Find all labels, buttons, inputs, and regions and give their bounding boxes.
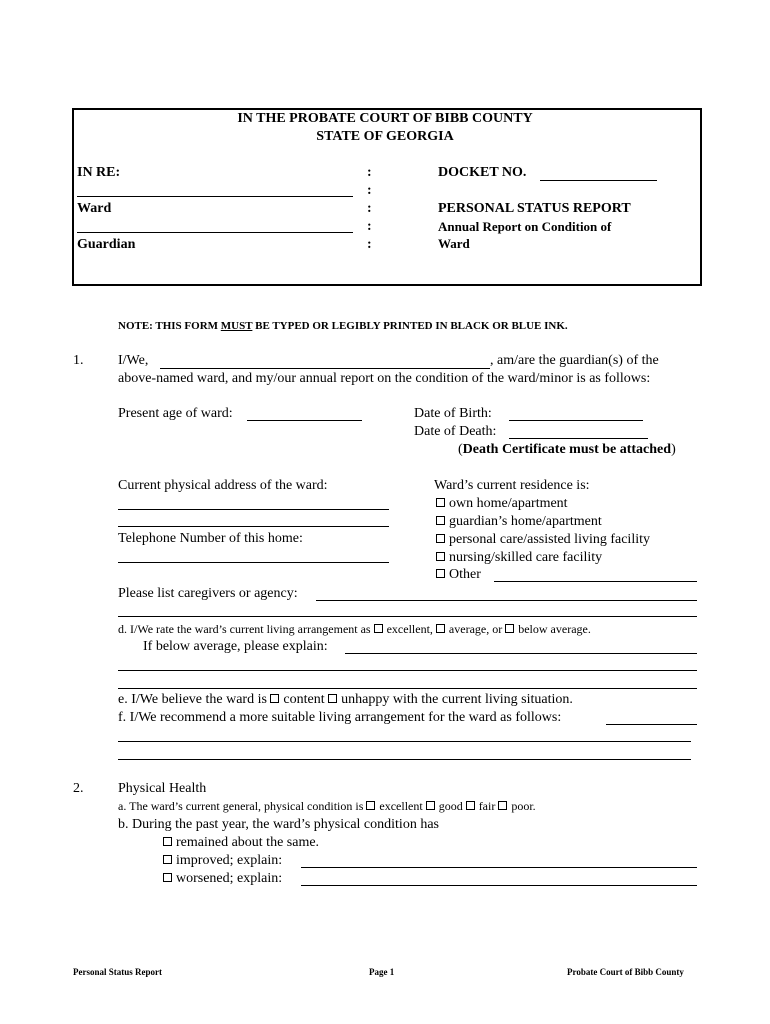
recommend-label: f. I/We recommend a more suitable living arrangement for the ward as follows:: [118, 710, 562, 725]
worsened-explain-field[interactable]: [301, 885, 697, 886]
residence-option-guardian-home[interactable]: guardian’s home/apartment: [436, 514, 602, 530]
caption-colon: :: [367, 219, 372, 234]
residence-other-field[interactable]: [494, 581, 697, 582]
address-label: Current physical address of the ward:: [118, 478, 328, 493]
explain-label: If below average, please explain:: [143, 639, 328, 654]
explain-field-2[interactable]: [118, 670, 697, 671]
checkbox-icon[interactable]: [374, 624, 383, 633]
address-field-1[interactable]: [118, 509, 389, 510]
physical-condition-rating: a. The ward’s current general, physical condition is excellent good fair poor.: [118, 799, 536, 813]
death-certificate-note: (Death Certificate must be attached): [458, 442, 676, 457]
checkbox-icon[interactable]: [436, 569, 445, 578]
dob-label: Date of Birth:: [414, 406, 492, 421]
state-title: STATE OF GEORGIA: [316, 129, 454, 144]
caption-colon: :: [367, 165, 372, 180]
explain-field-3[interactable]: [118, 688, 697, 689]
residence-option-nursing[interactable]: nursing/skilled care facility: [436, 550, 602, 566]
present-age-label: Present age of ward:: [118, 406, 233, 421]
option-worsened[interactable]: worsened; explain:: [163, 871, 282, 887]
dob-field[interactable]: [509, 420, 643, 421]
checkbox-icon[interactable]: [436, 552, 445, 561]
residence-option-other[interactable]: Other: [436, 567, 481, 583]
checkbox-icon[interactable]: [466, 801, 475, 810]
checkbox-icon[interactable]: [505, 624, 514, 633]
guardians-of-text: , am/are the guardian(s) of the: [490, 353, 659, 368]
court-title: IN THE PROBATE COURT OF BIBB COUNTY: [237, 111, 533, 126]
recommend-field-2[interactable]: [118, 741, 691, 742]
residence-option-own-home[interactable]: own home/apartment: [436, 496, 568, 512]
caption-colon: :: [367, 237, 372, 252]
checkbox-icon[interactable]: [328, 694, 337, 703]
page-number: Page 1: [369, 967, 395, 977]
checkbox-icon[interactable]: [436, 516, 445, 525]
ward-contentment: e. I/We believe the ward is content unhappy with the current living situation.: [118, 692, 573, 707]
report-intro-text: above-named ward, and my/our annual report on the condition of the ward/minor is as follows:: [118, 371, 651, 386]
guardian-name-field[interactable]: [77, 232, 353, 233]
checkbox-icon[interactable]: [436, 498, 445, 507]
recommend-field-1[interactable]: [606, 724, 697, 725]
telephone-label: Telephone Number of this home:: [118, 531, 303, 546]
in-re-label: IN RE:: [77, 165, 121, 180]
checkbox-icon[interactable]: [498, 801, 507, 810]
caption-colon: :: [367, 201, 372, 216]
option-improved[interactable]: improved; explain:: [163, 853, 282, 869]
report-title: PERSONAL STATUS REPORT: [438, 201, 631, 216]
checkbox-icon[interactable]: [163, 837, 172, 846]
living-arrangement-rating: d. I/We rate the ward’s current living arrangement as excellent, average, or below average.: [118, 622, 591, 636]
docket-label: DOCKET NO.: [438, 165, 527, 180]
recommend-field-3[interactable]: [118, 759, 691, 760]
guardian-names-field[interactable]: [160, 368, 490, 369]
iwe-label: I/We,: [118, 353, 149, 368]
footer-right: Probate Court of Bibb County: [567, 967, 684, 977]
checkbox-icon[interactable]: [436, 624, 445, 633]
caregivers-field-2[interactable]: [118, 616, 697, 617]
guardian-label: Guardian: [77, 237, 136, 252]
residence-option-assisted-living[interactable]: personal care/assisted living facility: [436, 532, 650, 548]
address-field-2[interactable]: [118, 526, 389, 527]
report-subtitle-ward: Ward: [438, 236, 470, 251]
option-remained[interactable]: remained about the same.: [163, 835, 319, 851]
improved-explain-field[interactable]: [301, 867, 697, 868]
section-1-number: 1.: [73, 353, 84, 368]
telephone-field[interactable]: [118, 562, 389, 563]
checkbox-icon[interactable]: [270, 694, 279, 703]
caregivers-label: Please list caregivers or agency:: [118, 586, 298, 601]
checkbox-icon[interactable]: [163, 873, 172, 882]
report-subtitle: Annual Report on Condition of: [438, 219, 612, 234]
explain-field-1[interactable]: [345, 653, 697, 654]
physical-health-title: Physical Health: [118, 781, 207, 796]
ward-label: Ward: [77, 201, 112, 216]
caregivers-field-1[interactable]: [316, 600, 697, 601]
caption-colon: :: [367, 183, 372, 198]
present-age-field[interactable]: [247, 420, 362, 421]
docket-number-field[interactable]: [540, 180, 657, 181]
checkbox-icon[interactable]: [426, 801, 435, 810]
section-2-number: 2.: [73, 781, 84, 796]
ward-name-field[interactable]: [77, 196, 353, 197]
past-year-label: b. During the past year, the ward’s physical condition has: [118, 817, 439, 832]
checkbox-icon[interactable]: [366, 801, 375, 810]
dod-label: Date of Death:: [414, 424, 497, 439]
residence-label: Ward’s current residence is:: [434, 478, 590, 493]
checkbox-icon[interactable]: [163, 855, 172, 864]
checkbox-icon[interactable]: [436, 534, 445, 543]
ink-note: NOTE: THIS FORM MUST BE TYPED OR LEGIBLY PRINTED IN BLACK OR BLUE INK.: [118, 320, 568, 332]
footer-left: Personal Status Report: [73, 967, 162, 977]
dod-field[interactable]: [509, 438, 648, 439]
